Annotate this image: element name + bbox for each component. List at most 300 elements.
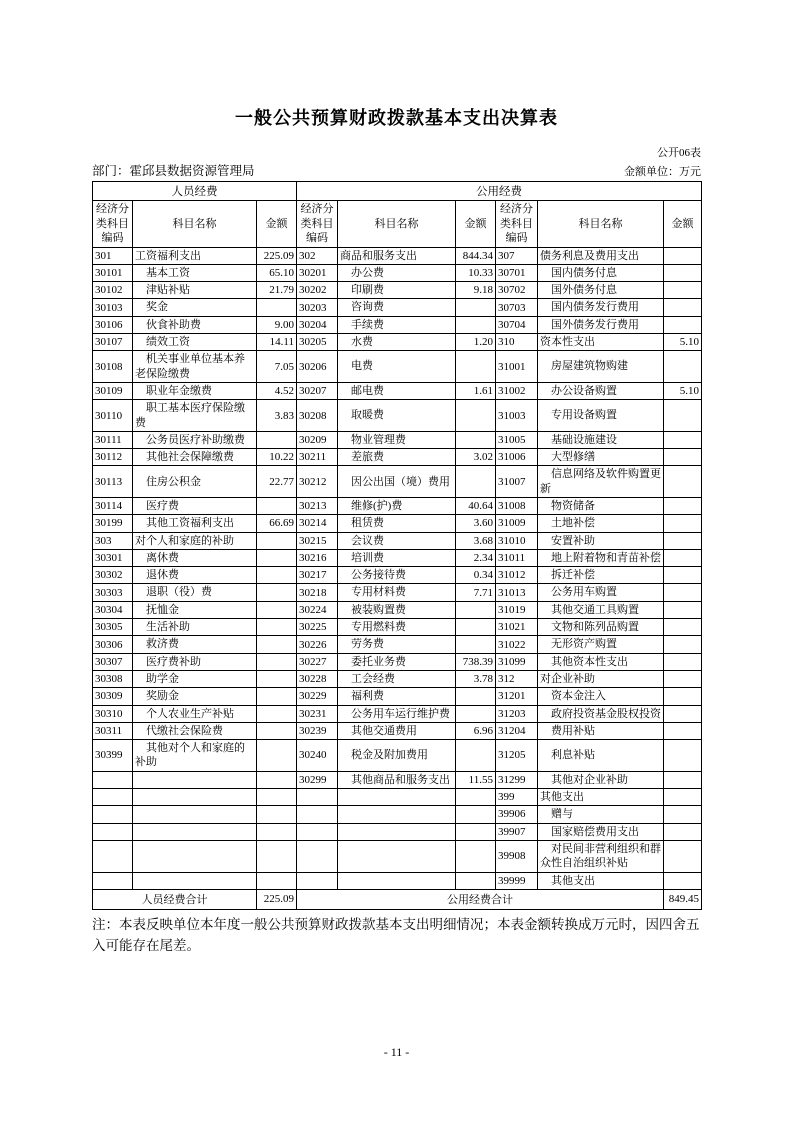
total-row [93, 889, 702, 909]
table-row [93, 431, 702, 448]
cell-subject-code: 30113 [93, 466, 133, 498]
cell-subject-code: 30109 [93, 382, 133, 399]
cell-subject-name: 债务利息及费用支出 [538, 247, 664, 264]
cell-subject-name: 维修(护)费 [338, 498, 456, 515]
cell-subject-name: 国内债务发行费用 [538, 299, 664, 316]
cell-subject-code: 31021 [496, 619, 538, 636]
cell-subject-name: 公务员医疗补助缴费 [133, 431, 257, 448]
table-row [93, 334, 702, 351]
cell-amount: 738.39 [456, 653, 496, 670]
cell-subject-name: 房屋建筑物购建 [538, 351, 664, 383]
cell-subject-code: 30201 [297, 264, 338, 281]
cell-subject-name: 其他社会保障缴费 [133, 449, 257, 466]
cell-amount [664, 653, 702, 670]
cell-subject-code: 30215 [297, 532, 338, 549]
table-row [93, 515, 702, 532]
cell-amount [456, 466, 496, 498]
table-row [93, 584, 702, 601]
column-header-amount: 金额 [456, 201, 496, 248]
cell-subject-code: 30106 [93, 316, 133, 333]
cell-subject-code: 31203 [496, 705, 538, 722]
cell-subject-name [133, 789, 257, 806]
cell-subject-code: 30202 [297, 282, 338, 299]
cell-subject-code: 31005 [496, 431, 538, 448]
cell-subject-name: 地上附着物和青苗补偿 [538, 549, 664, 566]
cell-subject-name: 医疗费补助 [133, 653, 257, 670]
cell-subject-code: 30203 [297, 299, 338, 316]
table-row [93, 382, 702, 399]
cell-subject-code: 31006 [496, 449, 538, 466]
cell-subject-code: 307 [496, 247, 538, 264]
cell-subject-code: 39906 [496, 806, 538, 823]
table-row [93, 653, 702, 670]
cell-amount: 3.60 [456, 515, 496, 532]
cell-subject-code: 30111 [93, 431, 133, 448]
cell-amount [257, 872, 297, 889]
cell-subject-code: 31007 [496, 466, 538, 498]
cell-amount: 3.02 [456, 449, 496, 466]
table-row [93, 247, 702, 264]
table-row [93, 740, 702, 772]
column-header-name: 科目名称 [133, 201, 257, 248]
table-row [93, 549, 702, 566]
cell-amount [257, 636, 297, 653]
cell-subject-code: 31008 [496, 498, 538, 515]
cell-amount [664, 636, 702, 653]
cell-subject-code [297, 789, 338, 806]
cell-subject-code: 30309 [93, 688, 133, 705]
cell-subject-name: 政府投资基金股权投资 [538, 705, 664, 722]
cell-subject-code: 31001 [496, 351, 538, 383]
cell-amount: 11.55 [456, 771, 496, 788]
cell-subject-code: 30299 [297, 771, 338, 788]
cell-subject-code: 30101 [93, 264, 133, 281]
cell-amount [664, 532, 702, 549]
cell-amount [664, 722, 702, 739]
cell-subject-code [93, 771, 133, 788]
cell-subject-name: 物业管理费 [338, 431, 456, 448]
cell-subject-name: 办公设备购置 [538, 382, 664, 399]
page-content [92, 0, 701, 957]
cell-amount: 3.83 [257, 400, 297, 432]
cell-subject-name [338, 872, 456, 889]
meta-row [92, 161, 701, 179]
cell-amount [257, 567, 297, 584]
table-row [93, 840, 702, 872]
cell-amount [664, 840, 702, 872]
cell-subject-code [93, 840, 133, 872]
cell-subject-code: 30103 [93, 299, 133, 316]
cell-subject-name: 取暖费 [338, 400, 456, 432]
table-row [93, 688, 702, 705]
cell-amount [257, 823, 297, 840]
cell-subject-name: 咨询费 [338, 299, 456, 316]
table-row [93, 823, 702, 840]
cell-subject-name: 工资福利支出 [133, 247, 257, 264]
cell-subject-code: 30107 [93, 334, 133, 351]
cell-subject-name: 被装购置费 [338, 601, 456, 618]
cell-subject-name: 福利费 [338, 688, 456, 705]
cell-subject-code: 30226 [297, 636, 338, 653]
cell-subject-code: 30702 [496, 282, 538, 299]
cell-amount [664, 823, 702, 840]
table-number-label: 公开06表 [657, 147, 701, 159]
cell-amount [664, 584, 702, 601]
cell-subject-name: 机关事业单位基本养老保险缴费 [133, 351, 257, 383]
footnote: 注：本表反映单位本年度一般公共预算财政拨款基本支出明细情况；本表金额转换成万元时，因四舍五入可能存在尾差。 [92, 916, 700, 953]
cell-amount: 10.22 [257, 449, 297, 466]
cell-amount: 3.68 [456, 532, 496, 549]
cell-subject-name: 会议费 [338, 532, 456, 549]
cell-subject-code: 30209 [297, 431, 338, 448]
cell-amount [257, 498, 297, 515]
column-header-name: 科目名称 [338, 201, 456, 248]
column-header-name: 科目名称 [538, 201, 664, 248]
page-title: 一般公共预算财政拨款基本支出决算表 [235, 108, 558, 128]
cell-subject-name: 拆迁补偿 [538, 567, 664, 584]
cell-amount [257, 740, 297, 772]
table-row [93, 789, 702, 806]
cell-amount [664, 567, 702, 584]
cell-amount: 2.34 [456, 549, 496, 566]
cell-subject-name: 国外债务发行费用 [538, 316, 664, 333]
table-row [93, 299, 702, 316]
cell-subject-code: 31003 [496, 400, 538, 432]
cell-subject-name: 公务用车购置 [538, 584, 664, 601]
cell-subject-name: 其他交通工具购置 [538, 601, 664, 618]
cell-subject-code: 30108 [93, 351, 133, 383]
cell-subject-code: 30212 [297, 466, 338, 498]
cell-subject-name: 奖金 [133, 299, 257, 316]
cell-subject-name: 其他工资福利支出 [133, 515, 257, 532]
cell-subject-name [133, 771, 257, 788]
cell-amount [456, 688, 496, 705]
cell-subject-name: 电费 [338, 351, 456, 383]
cell-subject-code: 31019 [496, 601, 538, 618]
cell-subject-name: 因公出国（境）费用 [338, 466, 456, 498]
cell-amount [456, 740, 496, 772]
cell-subject-code: 30207 [297, 382, 338, 399]
cell-subject-code: 30227 [297, 653, 338, 670]
cell-subject-name: 退休费 [133, 567, 257, 584]
cell-amount: 65.10 [257, 264, 297, 281]
cell-amount: 9.00 [257, 316, 297, 333]
cell-subject-name: 信息网络及软件购置更新 [538, 466, 664, 498]
table-row [93, 400, 702, 432]
cell-amount: 225.09 [257, 247, 297, 264]
cell-subject-name: 公务用车运行维护费 [338, 705, 456, 722]
personnel-total-amount: 225.09 [257, 889, 297, 909]
table-row [93, 872, 702, 889]
cell-amount [664, 351, 702, 383]
cell-amount: 4.52 [257, 382, 297, 399]
cell-amount [664, 316, 702, 333]
cell-subject-code: 30240 [297, 740, 338, 772]
table-row [93, 498, 702, 515]
cell-amount [257, 688, 297, 705]
cell-subject-code: 30214 [297, 515, 338, 532]
cell-subject-code: 30205 [297, 334, 338, 351]
cell-amount [257, 532, 297, 549]
cell-subject-name: 抚恤金 [133, 601, 257, 618]
cell-amount [664, 705, 702, 722]
cell-subject-name [133, 872, 257, 889]
cell-subject-code: 30704 [496, 316, 538, 333]
cell-amount [257, 299, 297, 316]
table-row [93, 771, 702, 788]
cell-subject-name: 利息补贴 [538, 740, 664, 772]
public-total-amount: 849.45 [664, 889, 702, 909]
cell-subject-name [338, 840, 456, 872]
cell-subject-code: 30231 [297, 705, 338, 722]
cell-amount [664, 264, 702, 281]
cell-subject-code: 30311 [93, 722, 133, 739]
group-header-row [93, 182, 702, 201]
cell-amount [664, 740, 702, 772]
cell-subject-name: 税金及附加费用 [338, 740, 456, 772]
cell-subject-name: 费用补贴 [538, 722, 664, 739]
cell-subject-name: 办公费 [338, 264, 456, 281]
public-total-label: 公用经费合计 [297, 889, 664, 909]
cell-subject-code: 30308 [93, 670, 133, 687]
table-row [93, 619, 702, 636]
cell-subject-name: 医疗费 [133, 498, 257, 515]
cell-amount [664, 400, 702, 432]
cell-subject-code: 30399 [93, 740, 133, 772]
cell-subject-name: 工会经费 [338, 670, 456, 687]
cell-subject-code [297, 872, 338, 889]
cell-subject-code: 31011 [496, 549, 538, 566]
table-row [93, 636, 702, 653]
table-row [93, 670, 702, 687]
cell-amount: 0.34 [456, 567, 496, 584]
cell-amount [456, 872, 496, 889]
group-header-public: 公用经费 [297, 182, 702, 201]
table-row [93, 264, 702, 281]
cell-subject-name: 伙食补助费 [133, 316, 257, 333]
cell-subject-name: 安置补助 [538, 532, 664, 549]
cell-subject-code [297, 823, 338, 840]
cell-subject-code: 399 [496, 789, 538, 806]
table-row [93, 806, 702, 823]
table-row [93, 316, 702, 333]
cell-amount [456, 806, 496, 823]
cell-subject-name: 其他支出 [538, 789, 664, 806]
cell-amount: 1.61 [456, 382, 496, 399]
cell-subject-name: 职业年金缴费 [133, 382, 257, 399]
cell-amount [664, 498, 702, 515]
cell-subject-name: 其他对企业补助 [538, 771, 664, 788]
cell-subject-name: 救济费 [133, 636, 257, 653]
cell-amount [664, 549, 702, 566]
cell-subject-code: 30208 [297, 400, 338, 432]
cell-subject-name [133, 806, 257, 823]
cell-amount [456, 636, 496, 653]
personnel-total-label: 人员经费合计 [93, 889, 257, 909]
cell-subject-name [133, 823, 257, 840]
cell-subject-code: 30225 [297, 619, 338, 636]
cell-amount: 10.33 [456, 264, 496, 281]
cell-subject-code: 30112 [93, 449, 133, 466]
cell-amount [257, 840, 297, 872]
column-header-amount: 金额 [664, 201, 702, 248]
cell-subject-code: 30114 [93, 498, 133, 515]
cell-amount [456, 789, 496, 806]
cell-amount [664, 282, 702, 299]
cell-amount [456, 705, 496, 722]
cell-subject-code: 30701 [496, 264, 538, 281]
cell-subject-name: 对民间非营利组织和群众性自治组织补贴 [538, 840, 664, 872]
cell-subject-code: 31299 [496, 771, 538, 788]
cell-subject-name: 邮电费 [338, 382, 456, 399]
cell-subject-code: 30302 [93, 567, 133, 584]
cell-amount: 844.34 [456, 247, 496, 264]
cell-subject-code: 303 [93, 532, 133, 549]
cell-amount [257, 705, 297, 722]
cell-amount: 6.96 [456, 722, 496, 739]
cell-subject-code: 31012 [496, 567, 538, 584]
table-row [93, 449, 702, 466]
cell-subject-name: 土地补偿 [538, 515, 664, 532]
cell-amount: 3.78 [456, 670, 496, 687]
cell-subject-code: 31009 [496, 515, 538, 532]
cell-amount [456, 601, 496, 618]
table-row [93, 705, 702, 722]
cell-subject-name: 专用设备购置 [538, 400, 664, 432]
cell-amount [456, 351, 496, 383]
cell-amount [257, 584, 297, 601]
cell-subject-name: 公务接待费 [338, 567, 456, 584]
table-row [93, 351, 702, 383]
cell-subject-code: 39999 [496, 872, 538, 889]
cell-subject-code: 301 [93, 247, 133, 264]
cell-subject-code: 30206 [297, 351, 338, 383]
cell-subject-name: 绩效工资 [133, 334, 257, 351]
cell-amount: 22.77 [257, 466, 297, 498]
cell-subject-code [93, 823, 133, 840]
cell-subject-name: 国家赔偿费用支出 [538, 823, 664, 840]
cell-subject-code: 30310 [93, 705, 133, 722]
cell-subject-code: 31099 [496, 653, 538, 670]
cell-subject-name [338, 823, 456, 840]
cell-subject-code: 312 [496, 670, 538, 687]
cell-amount: 21.79 [257, 282, 297, 299]
table-row [93, 532, 702, 549]
cell-subject-name: 对企业补助 [538, 670, 664, 687]
cell-subject-name: 租赁费 [338, 515, 456, 532]
cell-amount [257, 653, 297, 670]
cell-subject-code: 30305 [93, 619, 133, 636]
cell-subject-name [133, 840, 257, 872]
cell-subject-code: 31002 [496, 382, 538, 399]
cell-amount [664, 670, 702, 687]
table-row [93, 282, 702, 299]
cell-amount [664, 789, 702, 806]
cell-subject-code: 31022 [496, 636, 538, 653]
cell-amount [664, 872, 702, 889]
cell-subject-name: 专用燃料费 [338, 619, 456, 636]
cell-amount [664, 619, 702, 636]
column-header-code: 经济分类科目编码 [496, 201, 538, 248]
cell-subject-code: 30303 [93, 584, 133, 601]
cell-subject-code [297, 840, 338, 872]
column-header-code: 经济分类科目编码 [297, 201, 338, 248]
cell-subject-name: 劳务费 [338, 636, 456, 653]
cell-subject-code: 30306 [93, 636, 133, 653]
cell-amount [257, 722, 297, 739]
cell-amount: 1.20 [456, 334, 496, 351]
cell-amount [456, 299, 496, 316]
cell-subject-code: 30228 [297, 670, 338, 687]
cell-subject-code: 30703 [496, 299, 538, 316]
cell-subject-name: 文物和陈列品购置 [538, 619, 664, 636]
cell-subject-code: 30102 [93, 282, 133, 299]
cell-subject-name: 水费 [338, 334, 456, 351]
cell-amount [664, 688, 702, 705]
cell-amount [664, 449, 702, 466]
cell-subject-code: 31013 [496, 584, 538, 601]
budget-table [92, 181, 702, 910]
cell-subject-code: 30211 [297, 449, 338, 466]
cell-subject-name: 其他对个人和家庭的补助 [133, 740, 257, 772]
cell-subject-code: 30204 [297, 316, 338, 333]
cell-subject-code [297, 806, 338, 823]
cell-subject-code: 30218 [297, 584, 338, 601]
cell-subject-name: 代缴社会保险费 [133, 722, 257, 739]
page-number: - 11 - [383, 1045, 410, 1059]
cell-amount: 7.71 [456, 584, 496, 601]
cell-subject-name: 印刷费 [338, 282, 456, 299]
table-row [93, 722, 702, 739]
cell-amount: 9.18 [456, 282, 496, 299]
cell-amount [257, 431, 297, 448]
cell-amount [257, 771, 297, 788]
cell-subject-name: 大型修缮 [538, 449, 664, 466]
cell-subject-code: 30301 [93, 549, 133, 566]
cell-subject-name [338, 806, 456, 823]
cell-amount [664, 601, 702, 618]
cell-subject-code: 31205 [496, 740, 538, 772]
unit-label: 金额单位：万元 [624, 166, 701, 178]
cell-amount [664, 431, 702, 448]
cell-amount [664, 299, 702, 316]
cell-subject-name: 基础设施建设 [538, 431, 664, 448]
cell-subject-name: 职工基本医疗保险缴费 [133, 400, 257, 432]
table-row [93, 466, 702, 498]
cell-subject-name: 国内债务付息 [538, 264, 664, 281]
department-label: 部门：霍邱县数据资源管理局 [92, 164, 255, 178]
cell-subject-name: 差旅费 [338, 449, 456, 466]
cell-subject-code: 30216 [297, 549, 338, 566]
cell-subject-name: 资本金注入 [538, 688, 664, 705]
cell-subject-code: 30217 [297, 567, 338, 584]
column-header-code: 经济分类科目编码 [93, 201, 133, 248]
cell-amount [456, 823, 496, 840]
cell-subject-name: 无形资产购置 [538, 636, 664, 653]
cell-subject-name: 商品和服务支出 [338, 247, 456, 264]
column-header-amount: 金额 [257, 201, 297, 248]
cell-subject-name: 专用材料费 [338, 584, 456, 601]
cell-subject-name: 资本性支出 [538, 334, 664, 351]
cell-subject-code: 30304 [93, 601, 133, 618]
cell-subject-name: 基本工资 [133, 264, 257, 281]
cell-amount [456, 316, 496, 333]
cell-subject-name: 奖励金 [133, 688, 257, 705]
cell-amount [664, 466, 702, 498]
cell-subject-name: 手续费 [338, 316, 456, 333]
cell-amount [664, 515, 702, 532]
cell-subject-code [93, 806, 133, 823]
